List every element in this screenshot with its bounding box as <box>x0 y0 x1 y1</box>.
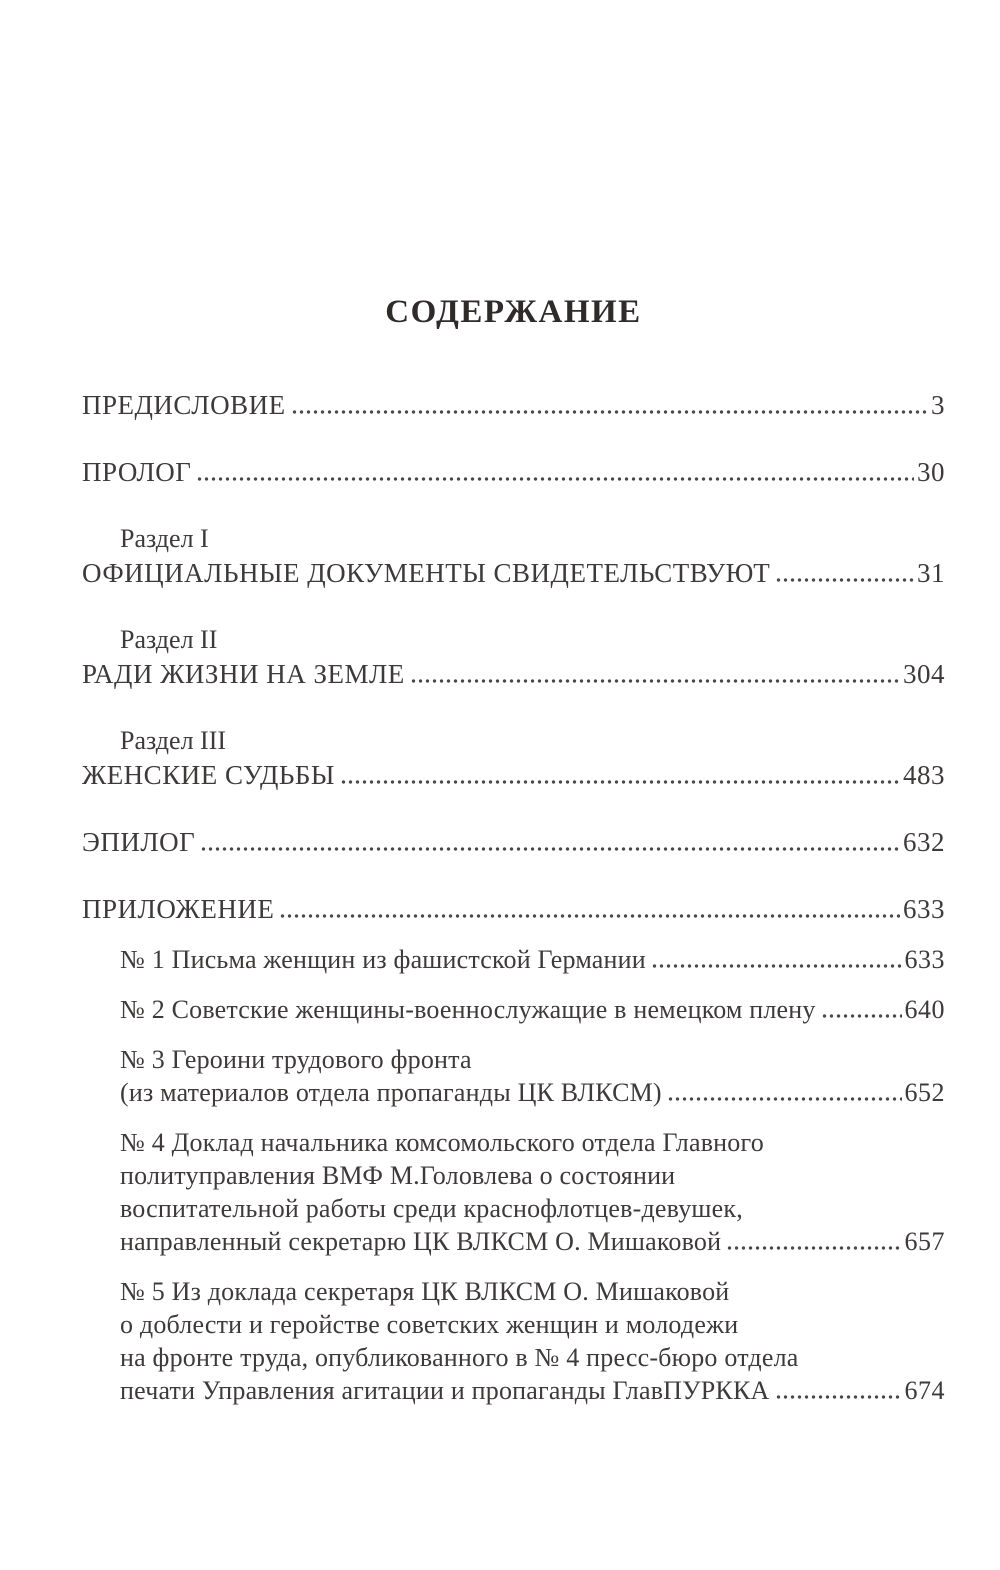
table-of-contents <box>82 388 945 1407</box>
toc-entry-label: ЭПИЛОГ <box>82 827 196 857</box>
toc-entry-page-number: 652 <box>904 1078 945 1107</box>
toc-entry-section-2 <box>82 623 945 691</box>
toc-entry-page-number: 30 <box>917 457 945 487</box>
dot-leader <box>410 677 900 685</box>
dot-leader <box>775 1393 902 1401</box>
page-title: СОДЕРЖАНИЕ <box>385 294 642 330</box>
toc-appendix-item-3 <box>82 1043 945 1109</box>
toc-entry-appendix <box>82 892 945 926</box>
toc-entry-prologue <box>82 455 945 489</box>
dot-leader <box>279 912 900 920</box>
dot-leader <box>340 778 900 786</box>
dot-leader <box>196 475 914 483</box>
toc-entry-page-number: 3 <box>931 390 945 420</box>
dot-leader <box>291 408 928 416</box>
toc-entry-page-number: 633 <box>904 945 945 974</box>
dot-leader <box>821 1012 902 1020</box>
toc-entry-page-number: 657 <box>904 1227 945 1256</box>
dot-leader <box>667 1095 902 1103</box>
toc-entry-label: направленный секретарю ЦК ВЛКСМ О. Мишаковой <box>120 1227 722 1256</box>
toc-appendix-item-1 <box>82 943 945 976</box>
toc-entry-label: ПРЕДИСЛОВИЕ <box>82 390 286 420</box>
toc-entry-page-number: 632 <box>903 827 945 857</box>
toc-appendix-item-5 <box>82 1275 945 1407</box>
toc-entry-label: № 1 Письма женщин из фашистской Германии <box>120 945 646 974</box>
toc-entry-line: воспитательной работы среди краснофлотцев-девушек, <box>120 1194 743 1223</box>
toc-entry-page-number: 31 <box>917 558 945 588</box>
toc-entry-label: печати Управления агитации и пропаганды ГлавПУРККА <box>120 1376 770 1405</box>
toc-entry-label: ПРОЛОГ <box>82 457 192 487</box>
dot-leader <box>651 962 902 970</box>
toc-entry-line: № 4 Доклад начальника комсомольского отдела Главного <box>120 1128 764 1157</box>
toc-entry-page-number: 304 <box>903 659 945 689</box>
section-kicker: Раздел III <box>120 726 227 755</box>
toc-entry-page-number: 633 <box>903 894 945 924</box>
toc-entry-label: ОФИЦИАЛЬНЫЕ ДОКУМЕНТЫ СВИДЕТЕЛЬСТВУЮТ <box>82 558 771 588</box>
toc-entry-line: политуправления ВМФ М.Головлева о состоянии <box>120 1161 676 1190</box>
toc-entry-section-3 <box>82 724 945 792</box>
toc-appendix-item-4 <box>82 1126 945 1258</box>
toc-entry-section-1 <box>82 522 945 590</box>
section-kicker: Раздел I <box>120 524 209 553</box>
toc-entry-line: о доблести и геройстве советских женщин и молодежи <box>120 1310 739 1339</box>
toc-entry-page-number: 640 <box>904 995 945 1024</box>
dot-leader <box>726 1244 901 1252</box>
toc-appendix-item-2 <box>82 993 945 1026</box>
toc-entry-line: № 5 Из доклада секретаря ЦК ВЛКСМ О. Мишаковой <box>120 1277 730 1306</box>
toc-entry-label: ЖЕНСКИЕ СУДЬБЫ <box>82 760 335 790</box>
toc-entry-label: (из материалов отдела пропаганды ЦК ВЛКСМ) <box>120 1078 662 1107</box>
toc-entry-line: № 3 Героини трудового фронта <box>120 1045 472 1074</box>
dot-leader <box>775 576 914 584</box>
toc-entry-label: РАДИ ЖИЗНИ НА ЗЕМЛЕ <box>82 659 405 689</box>
toc-entry-label: № 2 Советские женщины-военнослужащие в немецком плену <box>120 995 816 1024</box>
toc-entry-epilogue <box>82 825 945 859</box>
section-kicker: Раздел II <box>120 625 218 654</box>
dot-leader <box>200 845 900 853</box>
toc-entry-page-number: 674 <box>904 1376 945 1405</box>
toc-entry-label: ПРИЛОЖЕНИЕ <box>82 894 275 924</box>
toc-entry-line: на фронте труда, опубликованного в № 4 пресс-бюро отдела <box>120 1343 799 1372</box>
toc-entry-page-number: 483 <box>903 760 945 790</box>
toc-entry-preface <box>82 388 945 422</box>
